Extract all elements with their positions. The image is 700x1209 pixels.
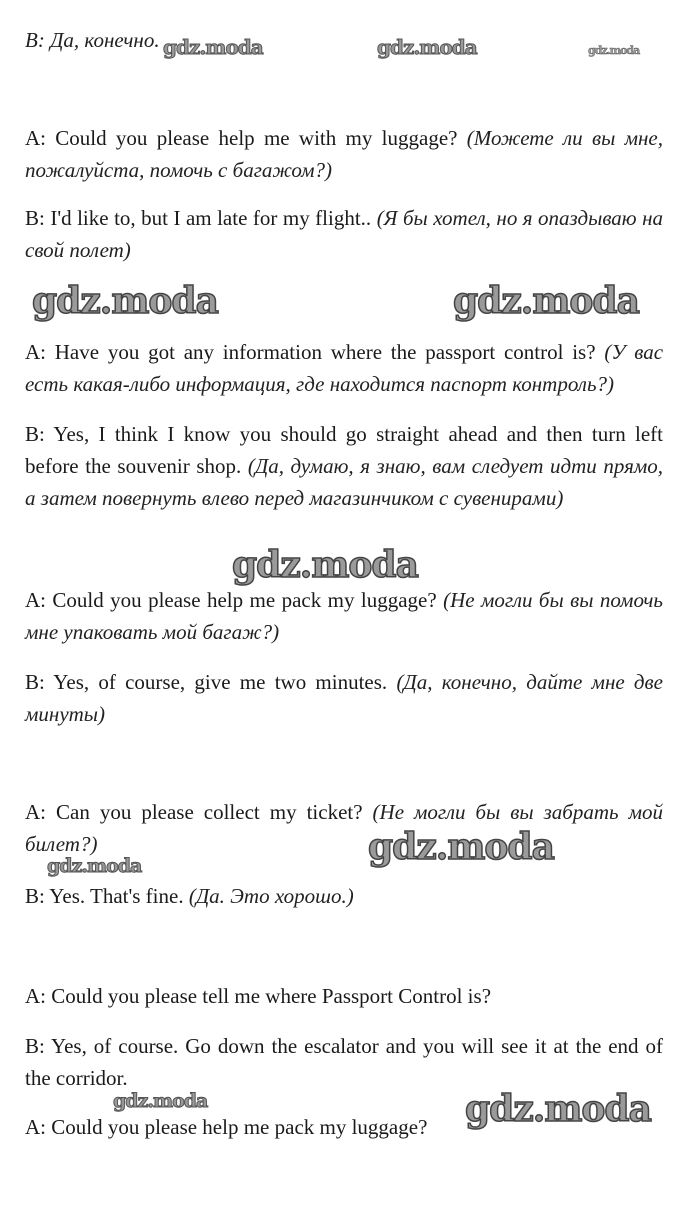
watermark: gdz.moda xyxy=(453,280,639,322)
dialogue-line xyxy=(25,202,663,266)
translation: (Да, думаю, я знаю, вам следует идти прямо, а затем повернуть влево перед магазинчиком с сувенирами) xyxy=(25,454,663,510)
translation: B: Да, конечно. xyxy=(25,28,160,52)
translation: (Не могли бы вы забрать мой билет?) xyxy=(25,800,663,856)
translation: (Я бы хотел, но я опаздываю на свой полет) xyxy=(25,206,664,262)
watermark: gdz.moda xyxy=(32,280,218,322)
dialogue-line xyxy=(25,796,663,860)
dialogue-line xyxy=(25,24,663,56)
watermark: gdz.moda xyxy=(377,35,477,59)
watermark: gdz.moda xyxy=(47,855,142,877)
watermark: gdz.moda xyxy=(163,35,263,59)
english-text: B: Yes, of course, give me two minutes. xyxy=(25,670,388,694)
dialogue-line xyxy=(25,880,663,912)
watermark: gdz.moda xyxy=(113,1090,208,1112)
english-text: B: I'd like to, but I am late for my flight.. xyxy=(25,206,372,230)
translation: (Можете ли вы мне, пожалуйста, помочь с багажом?) xyxy=(25,126,663,182)
english-text: A: Could you please tell me where Passport Control is? xyxy=(25,984,492,1008)
watermark: gdz.moda xyxy=(465,1088,651,1130)
dialogue-line xyxy=(25,1030,663,1094)
dialogue-line xyxy=(25,584,663,648)
english-text: A: Could you please help me pack my luggage? xyxy=(25,588,437,612)
watermark: gdz.moda xyxy=(368,826,554,868)
english-text: B: Yes, I think I know you should go straight ahead and then turn left before the souvenir shop. xyxy=(25,422,663,478)
translation: (Да. Это хорошо.) xyxy=(188,884,354,908)
dialogue-line xyxy=(25,336,663,400)
english-text: A: Could you please help me with my luggage? xyxy=(25,126,458,150)
english-text: A: Can you please collect my ticket? xyxy=(25,800,363,824)
watermark: gdz.moda xyxy=(232,544,418,586)
english-text: A: Could you please help me pack my luggage? xyxy=(25,1115,428,1139)
dialogue-line xyxy=(25,980,663,1012)
translation: (Не могли бы вы помочь мне упаковать мой багаж?) xyxy=(25,588,663,644)
dialogue-line xyxy=(25,418,663,514)
english-text: B: Yes, of course. Go down the escalator and you will see it at the end of the corridor. xyxy=(25,1034,663,1090)
english-text: B: Yes. That's fine. xyxy=(25,884,184,908)
watermark: gdz.moda xyxy=(588,44,640,57)
dialogue-line xyxy=(25,666,663,730)
english-text: A: Have you got any information where the passport control is? xyxy=(25,340,596,364)
dialogue-line xyxy=(25,122,663,186)
translation: (Да, конечно, дайте мне две минуты) xyxy=(25,670,663,726)
translation: (У вас есть какая-либо информация, где находится паспорт контроль?) xyxy=(25,340,664,396)
